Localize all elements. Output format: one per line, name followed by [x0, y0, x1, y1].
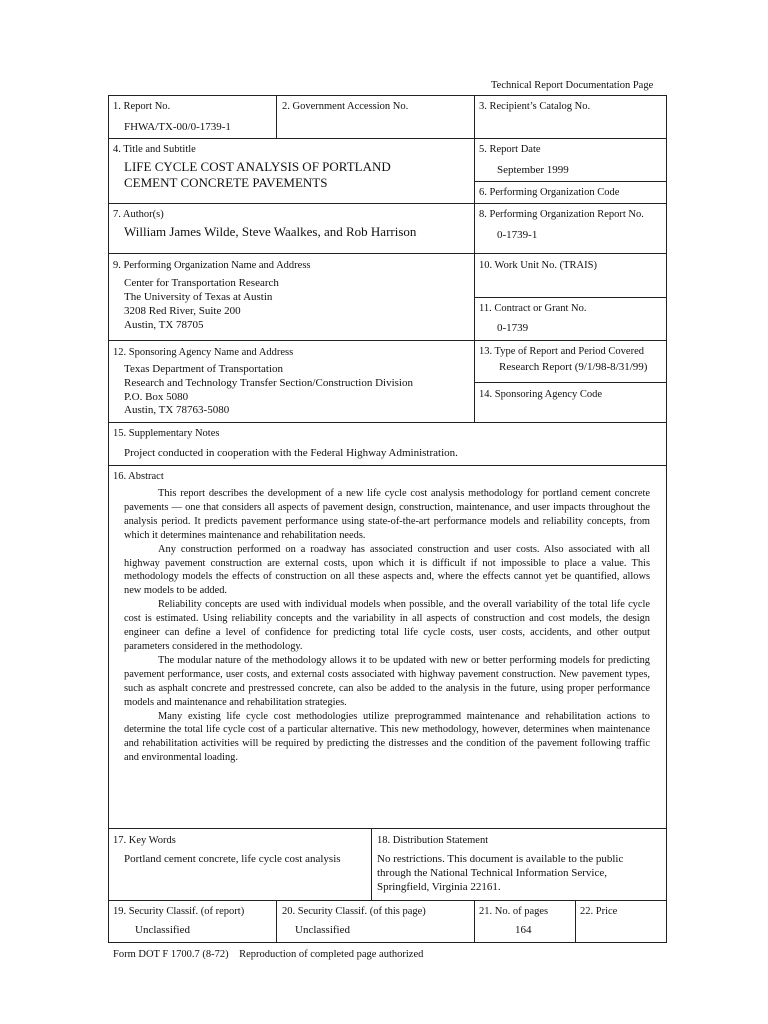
sponsor-code-label: 14. Sponsoring Agency Code	[479, 389, 603, 400]
divider	[108, 422, 666, 423]
key-words-label: 17. Key Words	[113, 835, 176, 846]
divider	[371, 828, 372, 900]
divider	[276, 95, 277, 138]
abstract-body	[124, 487, 650, 765]
distribution-line: No restrictions. This document is available to the public	[377, 853, 624, 865]
sponsor-line: P.O. Box 5080	[124, 391, 189, 403]
title-label: 4. Title and Subtitle	[113, 144, 196, 155]
authors-label: 7. Author(s)	[113, 209, 164, 220]
divider	[474, 382, 666, 383]
perf-org-name-label: 9. Performing Organization Name and Address	[113, 260, 311, 271]
perf-org-line: Center for Transportation Research	[124, 277, 279, 289]
divider	[108, 203, 666, 204]
distribution-line: Springfield, Virginia 22161.	[377, 881, 501, 893]
report-type-value: Research Report (9/1/98-8/31/99)	[499, 361, 648, 373]
perf-org-code-label: 6. Performing Organization Code	[479, 187, 620, 198]
sponsor-line: Research and Technology Transfer Section/Construction Division	[124, 377, 413, 389]
page-header-title: Technical Report Documentation Page	[491, 80, 654, 91]
sponsor-line: Austin, TX 78763-5080	[124, 404, 230, 416]
abstract-label: 16. Abstract	[113, 471, 164, 482]
pages-label: 21. No. of pages	[479, 906, 549, 917]
abstract-paragraph: Many existing life cycle cost methodologies utilize preprogrammed maintenance and rehabilitation actions to determine the total life cycle cost of a particular alternative. This new methodology, however, determines when maintenance and rehabilitation activities will be required by predicting the distresses and the condition of the pavement following traffic and environmental loading.	[124, 710, 650, 764]
sponsor-line: Texas Department of Transportation	[124, 363, 284, 375]
report-date-value: September 1999	[497, 164, 569, 176]
perf-org-report-value: 0-1739-1	[497, 229, 538, 241]
distribution-label: 18. Distribution Statement	[377, 835, 489, 846]
report-no-value: FHWA/TX-00/0-1739-1	[124, 121, 231, 133]
perf-org-report-label: 8. Performing Organization Report No.	[479, 209, 644, 220]
supp-notes-label: 15. Supplementary Notes	[113, 428, 220, 439]
report-title-line1: LIFE CYCLE COST ANALYSIS OF PORTLAND	[124, 159, 391, 174]
sponsor-label: 12. Sponsoring Agency Name and Address	[113, 347, 294, 358]
abstract-paragraph: This report describes the development of a new life cycle cost analysis methodology for portland cement concrete pavements — one that considers all aspects of pavement design, construction, maintenance, and user impacts throughout the analysis period. It predicts pavement performance using state-of-the-art performance models and reliability concepts, from which it determines maintenance and rehabilitation needs.	[124, 488, 650, 541]
report-no-label: 1. Report No.	[113, 101, 171, 112]
divider	[474, 297, 666, 298]
perf-org-line: The University of Texas at Austin	[124, 291, 273, 303]
distribution-line: through the National Technical Information Service,	[377, 867, 607, 879]
authors-value: William James Wilde, Steve Waalkes, and Rob Harrison	[124, 224, 417, 239]
key-words-value: Portland cement concrete, life cycle cost analysis	[124, 853, 341, 865]
pages-value: 164	[515, 924, 532, 936]
divider	[108, 900, 666, 901]
divider	[474, 900, 475, 942]
contract-label: 11. Contract or Grant No.	[479, 303, 587, 314]
divider	[108, 253, 666, 254]
report-title-line2: CEMENT CONCRETE PAVEMENTS	[124, 175, 328, 190]
divider	[474, 95, 475, 422]
security-page-label: 20. Security Classif. (of this page)	[282, 906, 426, 917]
form-footer: Form DOT F 1700.7 (8-72) Reproduction of completed page authorized	[113, 949, 424, 960]
perf-org-line: Austin, TX 78705	[124, 319, 204, 331]
security-report-label: 19. Security Classif. (of report)	[113, 906, 245, 917]
abstract-paragraph: The modular nature of the methodology allows it to be updated with new or better performing models for predicting pavement performance, user costs, and external costs associated with highway pavement construction. New pavement types, such as asphalt concrete and prestressed concrete, can also be added to the analysis in the future, using proper performance models and maintenance and rehabilitation strategies.	[124, 654, 650, 708]
contract-value: 0-1739	[497, 322, 529, 334]
perf-org-line: 3208 Red River, Suite 200	[124, 305, 241, 317]
abstract-paragraph: Any construction performed on a roadway has associated construction and user costs. Also associated with all highway pavement construction are external costs, upon which it is difficult if not impossible to place a value. This methodology models the effects of construction on all these aspects and, where the effects cannot yet be quantified, allows new models to be added.	[124, 543, 650, 597]
work-unit-label: 10. Work Unit No. (TRAIS)	[479, 260, 597, 271]
divider	[108, 828, 666, 829]
divider	[108, 340, 666, 341]
divider	[276, 900, 277, 942]
supp-notes-value: Project conducted in cooperation with the Federal Highway Administration.	[124, 447, 458, 459]
divider	[108, 138, 666, 139]
abstract-paragraph: Reliability concepts are used with individual models when possible, and the overall variability of the total life cycle cost is estimated. Using reliability concepts and the variability in all aspects of construction and cost models, the design engineer can define a level of confidence for predicting total life cycle costs, user costs, accidents, and other output parameters considered in the methodology.	[124, 599, 650, 652]
divider	[108, 465, 666, 466]
price-label: 22. Price	[580, 906, 618, 917]
report-date-label: 5. Report Date	[479, 144, 541, 155]
security-report-value: Unclassified	[135, 924, 190, 936]
divider	[575, 900, 576, 942]
gov-accession-label: 2. Government Accession No.	[282, 101, 409, 112]
security-page-value: Unclassified	[295, 924, 350, 936]
divider	[474, 181, 666, 182]
recipient-catalog-label: 3. Recipient’s Catalog No.	[479, 101, 591, 112]
report-type-label: 13. Type of Report and Period Covered	[479, 346, 644, 357]
